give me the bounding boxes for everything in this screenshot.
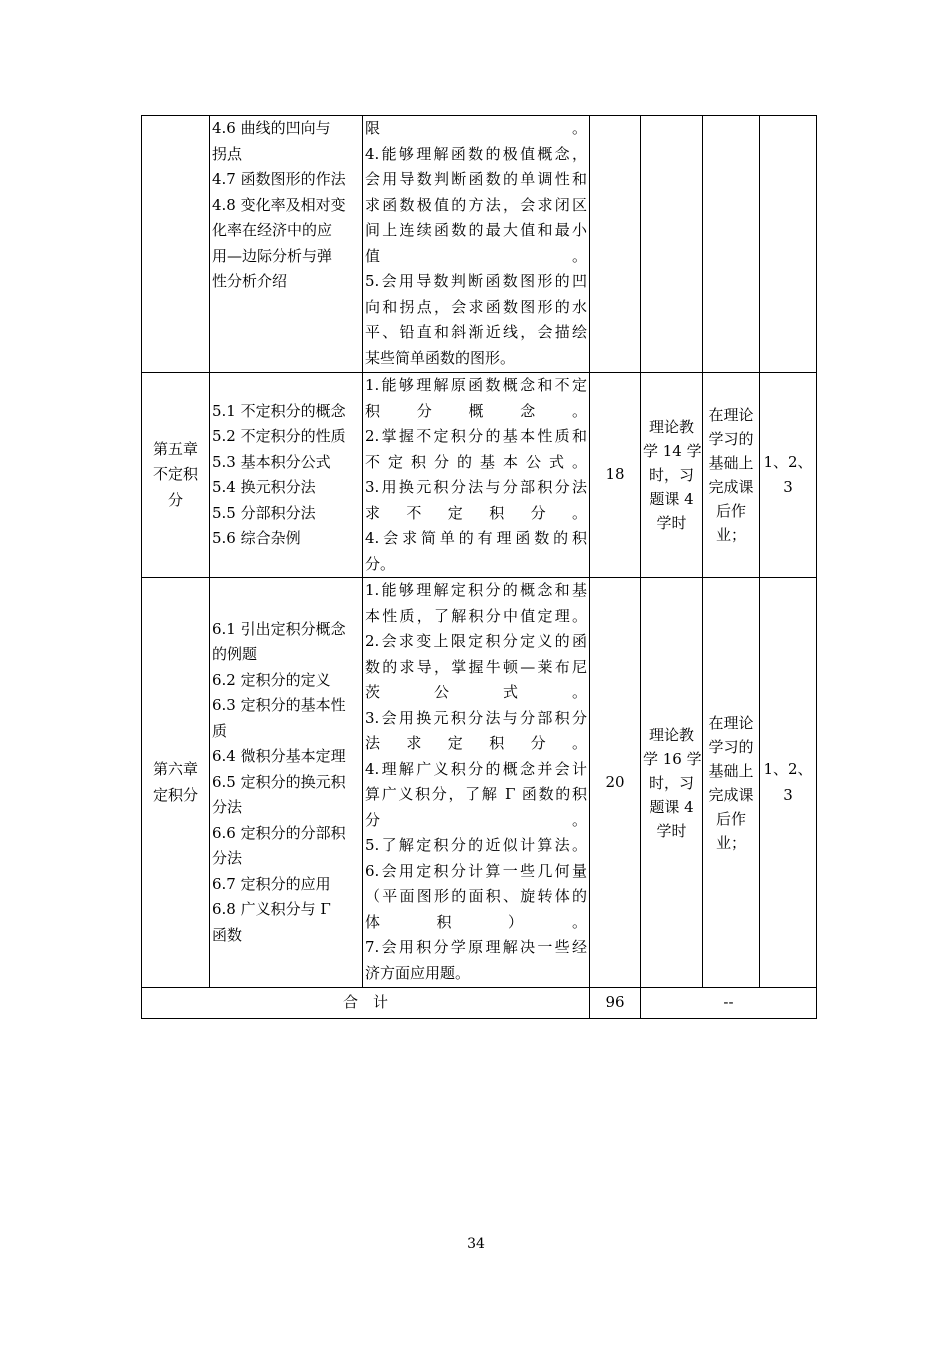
requirements-line: 2.掌握不定积分的基本性质和 <box>365 427 587 445</box>
distribution-cell <box>641 578 703 988</box>
sections-line: 5.3 基本积分公式 <box>212 452 331 471</box>
homework-line: 在理论 <box>708 713 754 732</box>
chapter-line: 第五章 <box>152 439 198 458</box>
sections-cell <box>210 373 363 578</box>
chapter-line: 不定积 <box>152 465 198 484</box>
table-row <box>142 116 817 373</box>
distribution-cell <box>641 116 703 373</box>
requirements-line: 间上连续函数的最大值和最小 <box>365 221 587 239</box>
homework-line: 业； <box>715 526 746 544</box>
requirements-line: 分。 <box>365 554 396 573</box>
table-row <box>142 578 817 988</box>
requirements-line: 1.能够理解定积分的概念和基 <box>365 581 587 599</box>
objectives-cell <box>760 578 817 988</box>
requirements-line: 分。 <box>365 810 587 829</box>
sections-line: 6.1 引出定积分概念 <box>212 619 346 638</box>
sections-line: 4.6 曲线的凹向与 <box>212 119 331 137</box>
requirements-line: 7.会用积分学原理解决一些经 <box>365 938 587 956</box>
requirements-line: 3.会用换元积分法与分部积分 <box>365 708 587 727</box>
sections-line: 6.7 定积分的应用 <box>212 874 331 893</box>
sections-line: 分法 <box>212 798 243 817</box>
sections-line: 的例题 <box>212 645 258 664</box>
chapter-line: 定积分 <box>152 785 198 804</box>
distribution-line: 题课 4 <box>649 490 694 508</box>
syllabus-table <box>141 115 817 1019</box>
requirements-line: 2.会求变上限定积分定义的函 <box>365 632 587 650</box>
homework-line: 基础上 <box>708 761 754 780</box>
sections-line: 5.2 不定积分的性质 <box>212 427 346 445</box>
total-hours <box>590 988 641 1019</box>
requirements-line: 法求定积分。 <box>365 734 587 752</box>
sections-line: 5.6 综合杂例 <box>212 529 301 547</box>
requirements-line: 5.会用导数判断函数图形的凹 <box>365 272 587 290</box>
requirements-line: 某些简单函数的图形。 <box>365 348 516 367</box>
requirements-line: 值。 <box>365 246 587 265</box>
distribution-line: 学 14 学 <box>643 442 702 460</box>
distribution-line: 学 16 学 <box>643 749 702 768</box>
objectives-value: 1、2、3 <box>763 452 813 496</box>
hours-value: 20 <box>605 772 625 791</box>
requirements-line: 求不定积分。 <box>365 503 587 522</box>
hours-cell <box>590 373 641 578</box>
total-hours-value: 96 <box>605 993 625 1012</box>
requirements-line: （平面图形的面积、旋转体的 <box>365 887 587 905</box>
homework-cell <box>703 373 760 578</box>
distribution-line: 学时 <box>656 514 687 532</box>
requirements-line: 积分概念。 <box>365 401 587 420</box>
table-row <box>142 373 817 578</box>
homework-line: 基础上 <box>708 454 754 472</box>
requirements-line: 向和拐点，会求函数图形的水 <box>365 297 587 316</box>
sections-line: 函数 <box>212 925 243 944</box>
requirements-line: 体积）。 <box>365 912 587 931</box>
objectives-cell <box>760 116 817 373</box>
distribution-line: 理论教 <box>648 418 694 436</box>
sections-line: 化率在经济中的应 <box>212 221 333 239</box>
sections-cell <box>210 116 363 373</box>
distribution-cell <box>641 373 703 578</box>
requirements-line: 4.会求简单的有理函数的积 <box>365 529 587 547</box>
requirements-cell <box>363 116 590 373</box>
requirements-line: 济方面应用题。 <box>365 963 471 982</box>
sections-cell <box>210 578 363 988</box>
requirements-line: 会用导数判断函数的单调性和 <box>365 170 587 188</box>
sections-line: 6.4 微积分基本定理 <box>212 747 346 766</box>
chapter-cell <box>142 116 210 373</box>
sections-line: 用—边际分析与弹 <box>212 246 333 265</box>
homework-line: 学习的 <box>708 430 754 448</box>
objectives-value: 1、2、3 <box>763 760 813 804</box>
requirements-line: 5.了解定积分的近似计算法。 <box>365 836 587 854</box>
requirements-line: 茨公式。 <box>365 683 587 701</box>
objectives-cell <box>760 373 817 578</box>
distribution-line: 时，习 <box>648 466 694 484</box>
distribution-line: 理论教 <box>648 725 694 744</box>
distribution-line: 时，习 <box>648 773 694 792</box>
requirements-line: 6.会用定积分计算一些几何量 <box>365 861 587 880</box>
requirements-line: 数的求导，掌握牛顿—莱布尼 <box>365 657 587 676</box>
requirements-cell <box>363 373 590 578</box>
homework-line: 后作 <box>715 809 746 828</box>
homework-line: 后作 <box>715 502 746 520</box>
requirements-line: 4.理解广义积分的概念并会计 <box>365 759 587 778</box>
requirements-line: 3.用换元积分法与分部积分法 <box>365 478 587 496</box>
total-row <box>142 988 817 1019</box>
homework-line: 在理论 <box>708 406 754 424</box>
sections-line: 4.7 函数图形的作法 <box>212 170 346 188</box>
chapter-line: 第六章 <box>152 760 198 778</box>
requirements-cell <box>363 578 590 988</box>
requirements-line: 平、铅直和斜渐近线，会描绘 <box>365 323 587 341</box>
homework-line: 完成课 <box>708 478 754 496</box>
distribution-line: 题课 4 <box>649 797 694 816</box>
sections-line: 性分析介绍 <box>212 272 288 290</box>
sections-line: 质 <box>212 721 228 740</box>
sections-line: 5.1 不定积分的概念 <box>212 401 346 420</box>
total-rest <box>641 988 817 1019</box>
requirements-line: 不定积分的基本公式。 <box>365 452 587 471</box>
distribution-line: 学时 <box>656 821 687 840</box>
sections-line: 6.2 定积分的定义 <box>212 670 331 689</box>
chapter-line: 分 <box>167 490 183 509</box>
homework-line: 学习的 <box>708 737 754 756</box>
sections-line: 4.8 变化率及相对变 <box>212 195 346 214</box>
homework-cell <box>703 578 760 988</box>
requirements-line: 算广义积分，了解 Γ 函数的积 <box>365 785 587 803</box>
sections-line: 6.8 广义积分与 Γ <box>212 900 331 919</box>
hours-cell <box>590 578 641 988</box>
requirements-line: 4.能够理解函数的极值概念， <box>365 144 587 163</box>
page-number: 34 <box>467 1236 485 1252</box>
requirements-line: 1.能够理解原函数概念和不定 <box>365 376 587 394</box>
total-label-text: 合 计 <box>342 993 388 1012</box>
chapter-cell <box>142 373 210 578</box>
requirements-line: 本性质，了解积分中值定理。 <box>365 606 587 625</box>
hours-value: 18 <box>605 465 625 484</box>
homework-line: 业； <box>715 833 746 852</box>
total-rest-value: -- <box>723 993 734 1012</box>
sections-line: 5.4 换元积分法 <box>212 478 316 496</box>
requirements-line: 限。 <box>365 119 587 137</box>
sections-line: 6.5 定积分的换元积 <box>212 772 346 791</box>
requirements-line: 求函数极值的方法，会求闭区 <box>365 195 587 214</box>
total-label <box>142 988 590 1019</box>
table-body <box>142 116 817 1019</box>
sections-line: 6.3 定积分的基本性 <box>212 696 346 715</box>
hours-cell <box>590 116 641 373</box>
sections-line: 5.5 分部积分法 <box>212 503 316 522</box>
homework-cell <box>703 116 760 373</box>
sections-line: 分法 <box>212 849 243 868</box>
homework-line: 完成课 <box>708 785 754 804</box>
sections-line: 6.6 定积分的分部积 <box>212 823 346 842</box>
sections-line: 拐点 <box>212 144 243 163</box>
chapter-cell <box>142 578 210 988</box>
